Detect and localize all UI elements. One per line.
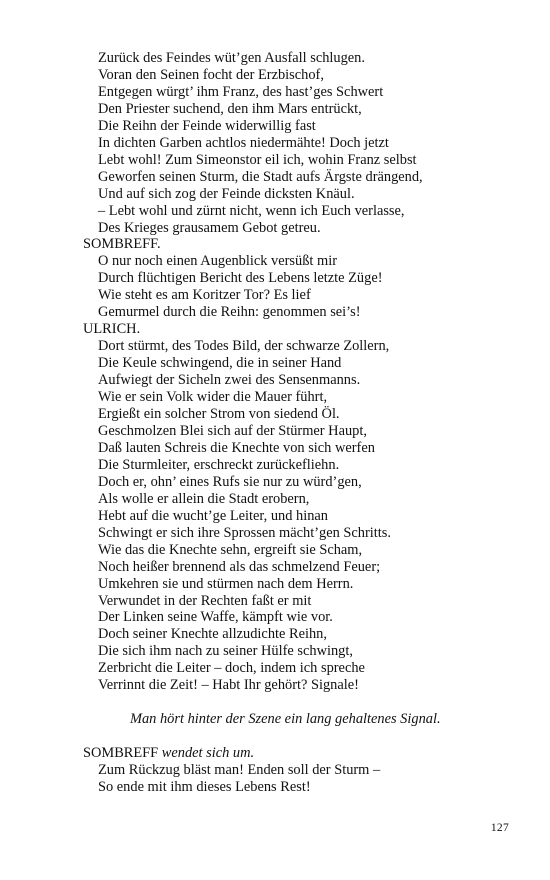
- verse-line: Umkehren sie und stürmen nach dem Herrn.: [98, 575, 354, 592]
- drama-text: [83, 50, 523, 796]
- verse-block-ulrich: [83, 338, 523, 694]
- verse-line: Daß lauten Schreis die Knechte von sich werfen: [98, 439, 375, 456]
- verse-line: Verrinnt die Zeit! – Habt Ihr gehört? Signale!: [98, 677, 359, 694]
- verse-line: Durch flüchtigen Bericht des Lebens letzte Züge!: [98, 270, 383, 287]
- verse-line: Die Keule schwingend, die in seiner Hand: [98, 355, 342, 372]
- verse-line: Zerbricht die Leiter – doch, indem ich spreche: [98, 660, 365, 677]
- verse-line: Dort stürmt, des Todes Bild, der schwarze Zollern,: [98, 338, 390, 355]
- verse-line: Hebt auf die wucht’ge Leiter, und hinan: [98, 507, 328, 524]
- verse-line: Zurück des Feindes wüt’gen Ausfall schlugen.: [98, 50, 365, 66]
- verse-line: – Lebt wohl und zürnt nicht, wenn ich Euch verlasse,: [98, 202, 405, 219]
- page-number: 127: [490, 822, 509, 834]
- verse-line: Wie er sein Volk wider die Mauer führt,: [98, 389, 328, 406]
- verse-line: Wie steht es am Koritzer Tor? Es lief: [98, 287, 311, 304]
- verse-line: Des Krieges grausamem Gebot getreu.: [98, 219, 321, 236]
- verse-block-ulrich-continued: [83, 50, 523, 236]
- verse-line: O nur noch einen Augenblick versüßt mir: [98, 253, 337, 270]
- verse-block-sombreff: [83, 253, 523, 321]
- verse-line: Ergießt ein solcher Strom von siedend Öl.: [98, 406, 340, 423]
- verse-line: Zum Rückzug bläst man! Enden soll der Sturm –: [98, 762, 381, 779]
- verse-line: Geworfen seinen Sturm, die Stadt aufs Ärgste drängend,: [98, 168, 423, 185]
- verse-line: Verwundet in der Rechten faßt er mit: [98, 592, 312, 609]
- verse-line: Die Reihn der Feinde widerwillig fast: [98, 117, 316, 134]
- speaker-name: SOMBREFF.: [83, 236, 161, 253]
- verse-line: Als wolle er allein die Stadt erobern,: [98, 490, 310, 507]
- verse-line: Noch heißer brennend als das schmelzend Feuer;: [98, 558, 381, 575]
- speaker-name: ULRICH.: [83, 321, 141, 338]
- verse-line: Gemurmel durch die Reihn: genommen sei’s!: [98, 304, 361, 321]
- verse-line: In dichten Garben achtlos niedermähte! Doch jetzt: [98, 134, 389, 151]
- verse-line: Doch er, ohn’ eines Rufs sie nur zu würd’gen,: [98, 473, 362, 490]
- verse-line: Wie das die Knechte sehn, ergreift sie Scham,: [98, 541, 363, 558]
- verse-line: Und auf sich zog der Feinde dicksten Knäul.: [98, 185, 355, 202]
- verse-line: Entgegen würgt’ ihm Franz, des hast’ges Schwert: [98, 83, 384, 100]
- verse-block-sombreff-2: [83, 762, 523, 796]
- verse-line: Geschmolzen Blei sich auf der Stürmer Haupt,: [98, 422, 367, 439]
- verse-line: Lebt wohl! Zum Simeonstor eil ich, wohin Franz selbst: [98, 151, 417, 168]
- verse-line: Voran den Seinen focht der Erzbischof,: [98, 66, 324, 83]
- verse-line: So ende mit ihm dieses Lebens Rest!: [98, 779, 311, 796]
- stage-direction: Man hört hinter der Szene ein lang gehaltenes Signal.: [130, 711, 441, 728]
- verse-line: Der Linken seine Waffe, kämpft wie vor.: [98, 609, 333, 626]
- speaker-direction: wendet sich um.: [161, 745, 255, 762]
- speaker-name: SOMBREFF: [83, 745, 159, 762]
- verse-line: Aufwiegt der Sicheln zwei des Sensenmanns.: [98, 372, 361, 389]
- speaker-line: [83, 745, 523, 762]
- verse-line: Schwingt er sich ihre Sprossen mächt’gen Schritts.: [98, 524, 391, 541]
- verse-line: Den Priester suchend, den ihm Mars entrückt,: [98, 100, 362, 117]
- verse-line: Doch seiner Knechte allzudichte Reihn,: [98, 626, 327, 643]
- verse-line: Die sich ihm nach zu seiner Hülfe schwingt,: [98, 643, 353, 660]
- verse-line: Die Sturmleiter, erschreckt zurückefliehn.: [98, 456, 340, 473]
